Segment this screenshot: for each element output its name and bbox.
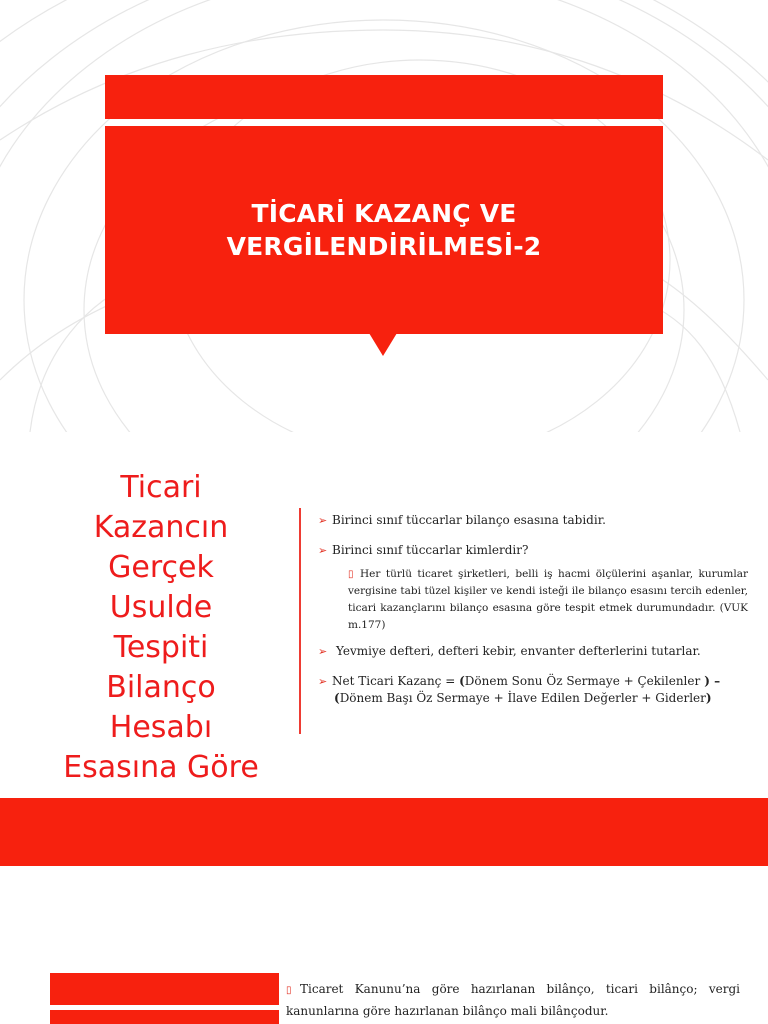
- arrow-bullet-icon: ➢: [318, 675, 328, 688]
- slide-title-line-1: TİCARİ KAZANÇ VE: [251, 199, 517, 228]
- formula-text: Net Ticari Kazanç =: [332, 674, 460, 688]
- bullet-item: [318, 512, 748, 529]
- side-title-line: Usulde: [109, 590, 213, 625]
- slide3-text: Ticaret Kanunu’na göre hazırlanan bilânço, ticari bilânço; vergi kanunlarına göre hazırlanan bilânço mali bilânçodur.: [286, 982, 740, 1018]
- bullet-text: Yevmiye defteri, defteri kebir, envanter defterlerini tutarlar.: [336, 644, 701, 658]
- side-title-line: Bilanço: [106, 670, 216, 705]
- formula-paren: (: [334, 691, 340, 705]
- bullet-text: Birinci sınıf tüccarlar kimlerdir?: [332, 543, 529, 557]
- side-title-line: Ticari: [120, 470, 202, 505]
- formula-text: Dönem Sonu Öz Sermaye + Çekilenler: [464, 674, 701, 688]
- bullet-list: [318, 512, 748, 707]
- vertical-divider: [299, 508, 301, 734]
- accent-bar: [50, 1010, 279, 1024]
- formula-text: Dönem Başı Öz Sermaye + İlave Edilen Değerler + Giderler: [339, 691, 706, 705]
- formula-paren: (: [459, 674, 465, 688]
- side-title-line: Kazancın: [93, 510, 229, 545]
- slide-title-line-2: VERGİLENDİRİLMESİ-2: [226, 232, 542, 261]
- sub-bullet-item: [348, 566, 748, 634]
- content-slide: [0, 434, 768, 798]
- formula-paren: ) –: [704, 674, 721, 688]
- square-bullet-icon: ▯: [286, 985, 292, 996]
- side-title-line: Gerçek: [108, 550, 214, 585]
- title-top-bar: [105, 75, 663, 119]
- slide-separator-band: [0, 798, 768, 866]
- square-bullet-icon: ▯: [348, 569, 354, 580]
- slide-title: [227, 197, 542, 263]
- bullet-item: [318, 643, 748, 660]
- arrow-bullet-icon: ➢: [318, 514, 328, 527]
- side-title-line: Hesabı: [109, 710, 213, 745]
- formula-paren: ): [705, 691, 712, 705]
- bullet-text: Birinci sınıf tüccarlar bilanço esasına tabidir.: [332, 513, 606, 527]
- bullet-item: [318, 542, 748, 559]
- bullet-item: [318, 673, 748, 707]
- sub-bullet-text: Her türlü ticaret şirketleri, belli iş hacmi ölçülerini aşanlar, kurumlar vergisine tabi tüzel kişiler ve kendi isteği ile bilanço esasını tercih edenler, ticari kazançlarını bilanço esasına göre tespit etmek durumundadır. (VUK m.177): [348, 568, 748, 631]
- slide3-text-block: [286, 979, 740, 1021]
- side-title-line: Tespiti: [113, 630, 209, 665]
- arrow-bullet-icon: ➢: [318, 544, 328, 557]
- title-slide: [0, 0, 768, 432]
- accent-bar: [50, 973, 279, 1005]
- arrow-bullet-icon: ➢: [318, 645, 328, 658]
- side-title: [40, 468, 282, 788]
- third-slide: [0, 866, 768, 1024]
- title-box: [105, 126, 663, 334]
- title-pointer-triangle: [369, 333, 397, 356]
- side-title-line: Esasına Göre: [63, 750, 259, 785]
